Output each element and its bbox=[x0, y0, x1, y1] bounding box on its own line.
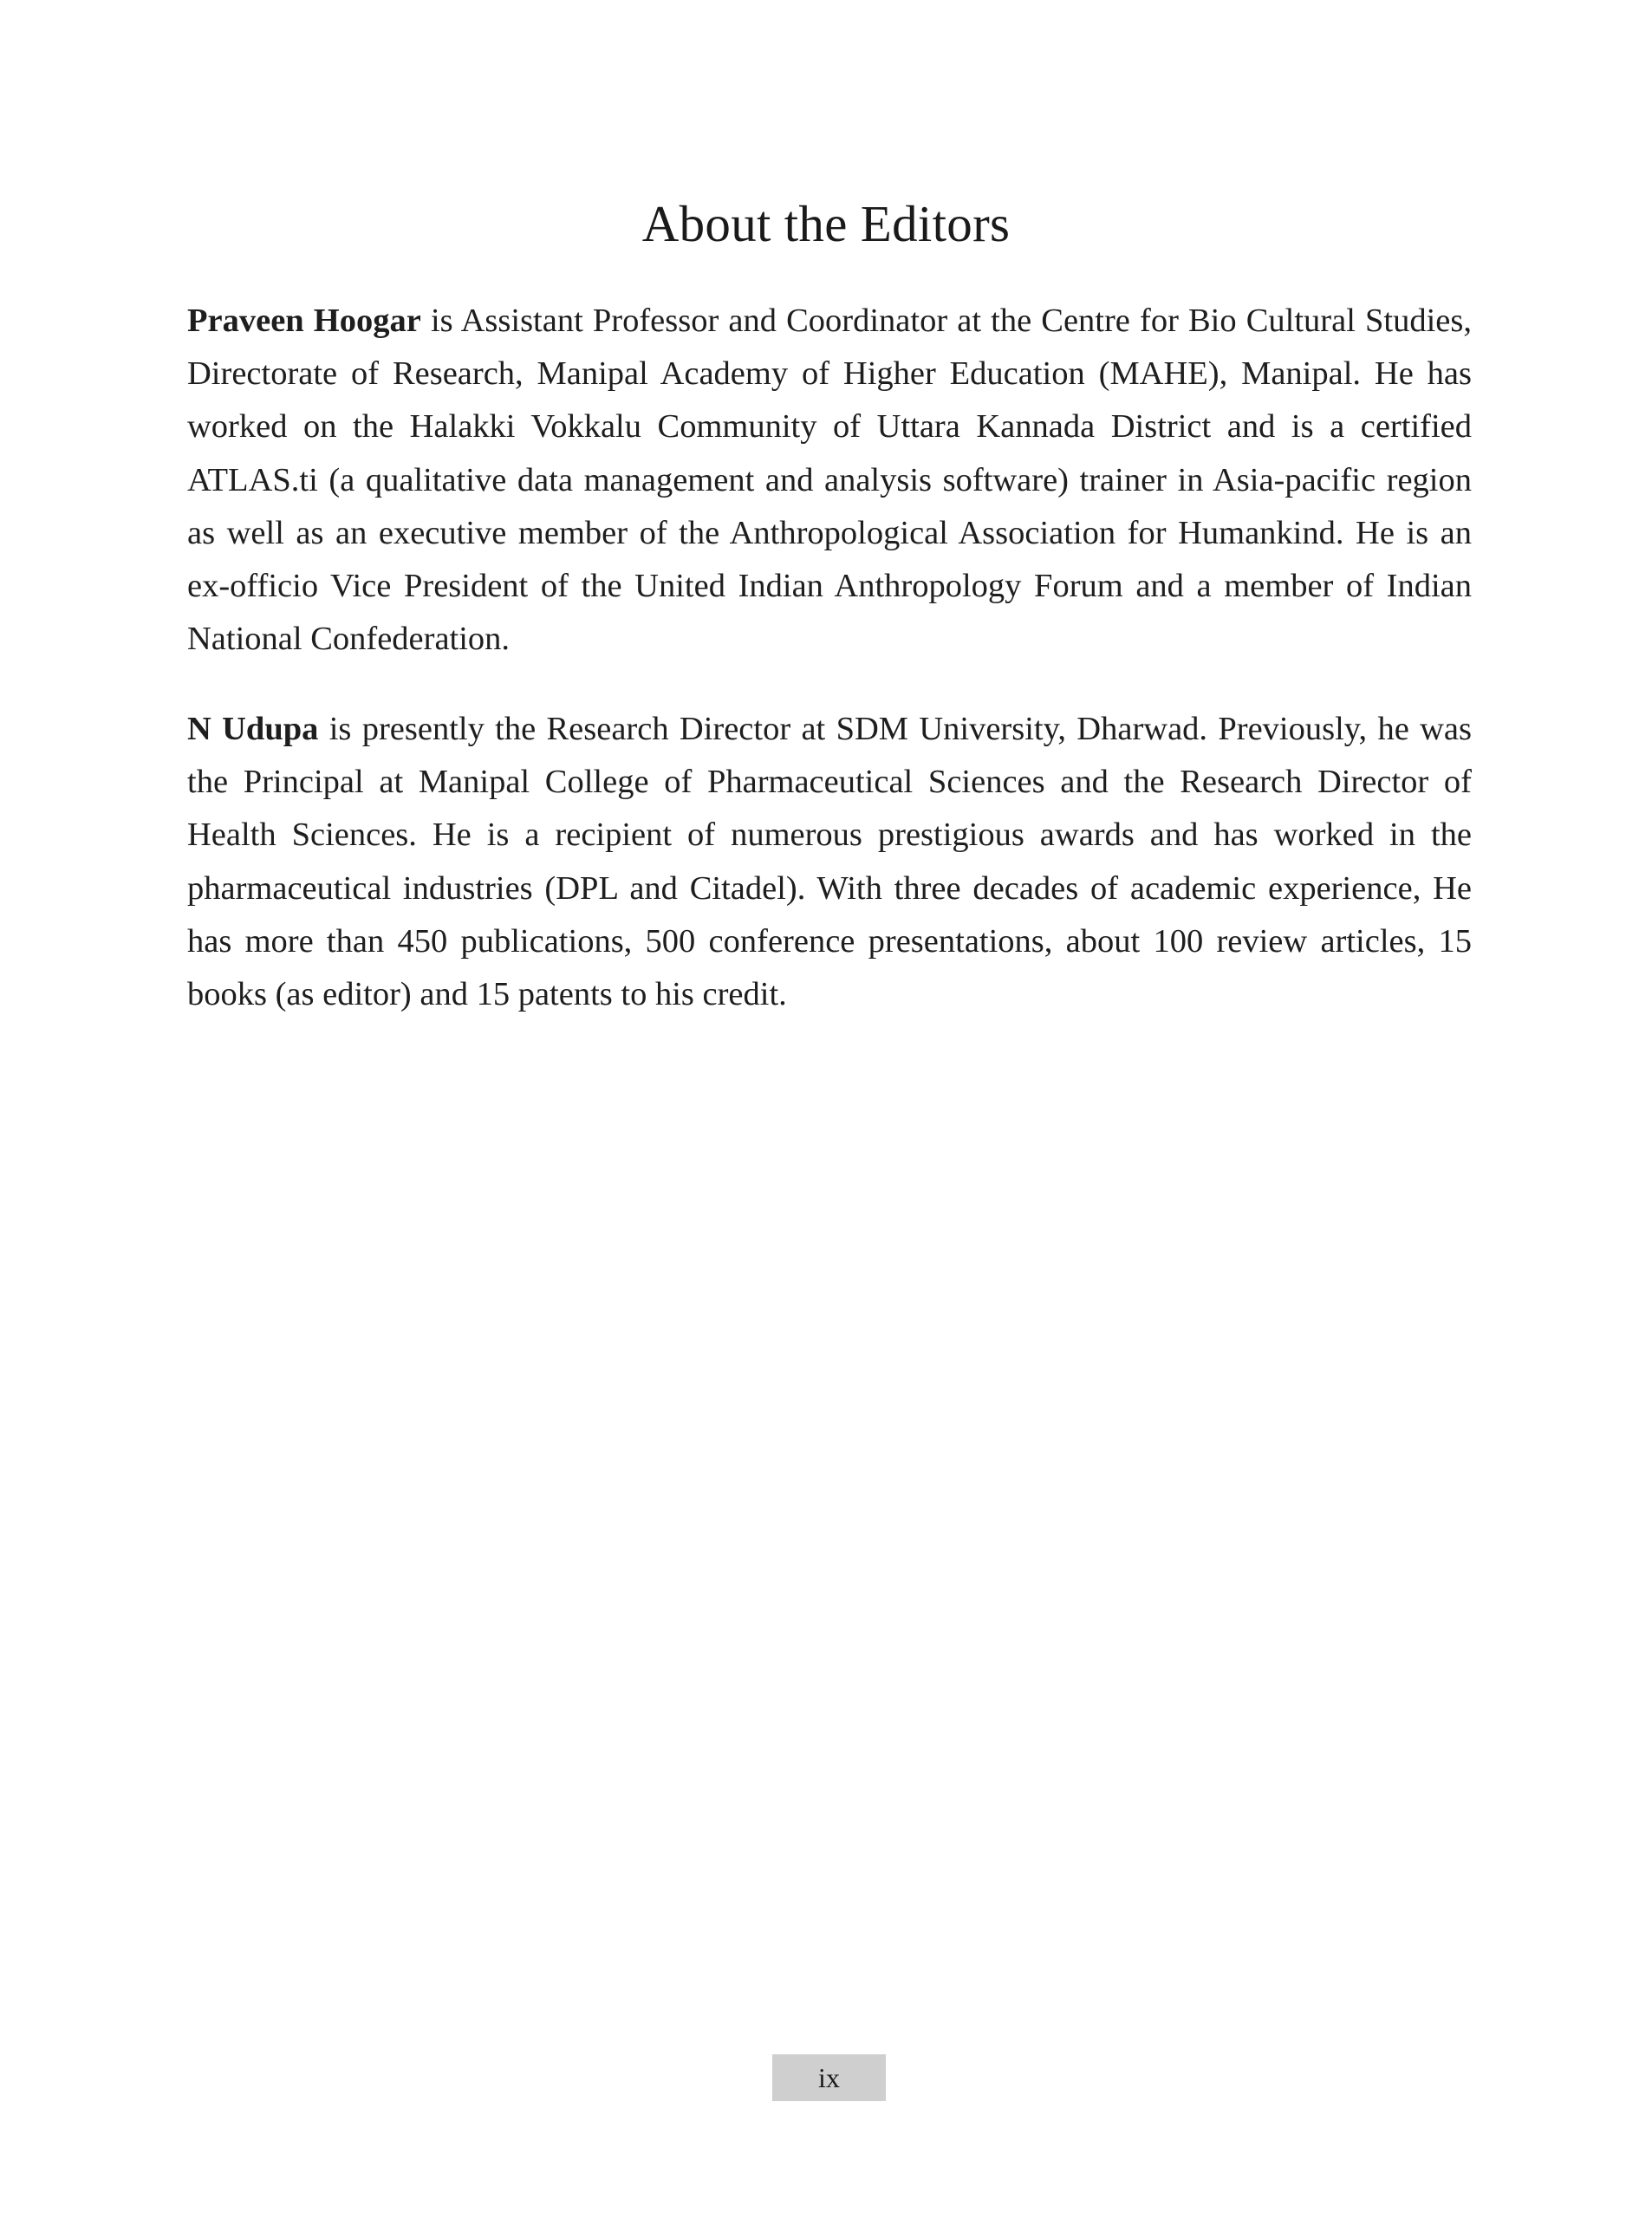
page-number: ix bbox=[772, 2054, 886, 2101]
editor-bio-text: is presently the Research Director at SDM University, Dharwad. Previously, he was the Principal at Manipal College of Pharmaceutical Sciences and the Research Director of Health Sciences. He is a recipient of numerous prestigious awards and has worked in the pharmaceutical industries (DPL and Citadel). With three decades of academic experience, He has more than 450 publications, 500 conference presentations, about 100 review articles, 15 books (as editor) and 15 patents to his credit. bbox=[187, 711, 1472, 1013]
editor-name: Praveen Hoogar bbox=[187, 303, 421, 339]
editor-bio-praveen-hoogar bbox=[187, 295, 1472, 666]
editor-name: N Udupa bbox=[187, 711, 319, 747]
editor-bio-text: is Assistant Professor and Coordinator at the Centre for Bio Cultural Studies, Directorate of Research, Manipal Academy of Higher Education (MAHE), Manipal. He has worked on the Halakki Vokkalu Community of Uttara Kannada District and is a certified ATLAS.ti (a qualitative data management and analysis software) trainer in Asia-pacific region as well as an executive member of the Anthropological Association for Humankind. He is an ex-officio Vice President of the United Indian Anthropology Forum and a member of Indian National Confederation. bbox=[187, 303, 1472, 658]
page-title: About the Editors bbox=[641, 195, 1011, 252]
editor-bio-n-udupa bbox=[187, 703, 1472, 1021]
